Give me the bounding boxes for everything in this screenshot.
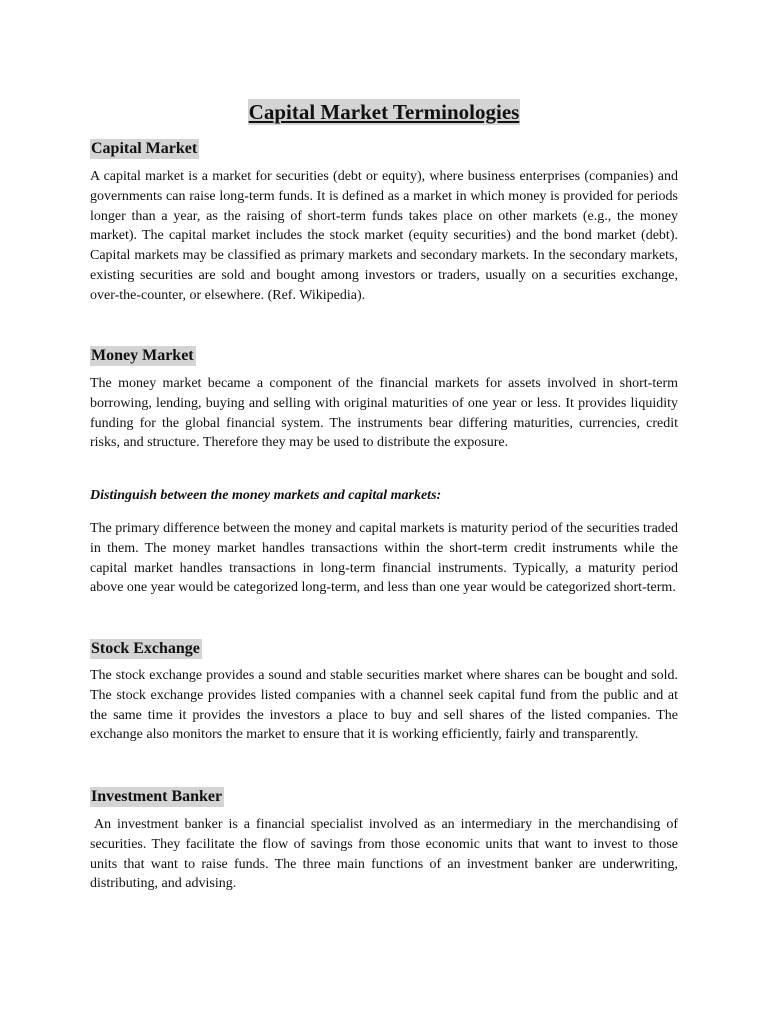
section-heading-investment-banker: Investment Banker bbox=[91, 788, 223, 805]
section-heading-money-market: Money Market bbox=[91, 347, 194, 364]
section-paragraph-money-market: The money market became a component of the financial markets for assets involved in short-term borrowing, lending, buying and selling with original maturities of one year or less. It provides liquidity funding for the global financial system. The instruments bear differing maturities, currencies, credit risks, and structure. Therefore they may be used to distribute the exposure. bbox=[90, 376, 678, 451]
paragraph-distinguish-markets: The primary difference between the money and capital markets is maturity period of the securities traded in them. The money market handles transactions within the short-term credit instruments while the capital market handles transactions in long-term financial instruments. Typically, a maturity period above one year would be categorized long-term, and less than one year would be categorized short-term. bbox=[90, 521, 678, 596]
section-paragraph-capital-market: A capital market is a market for securities (debt or equity), where business enterprises (companies) and governments can raise long-term funds. It is defined as a market in which money is provided for periods longer than a year, as the raising of short-term funds takes place on other markets (e.g., the money market). The capital market includes the stock market (equity securities) and the bond market (debt). Capital markets may be classified as primary markets and secondary markets. In the secondary markets, existing securities are sold and bought among investors or traders, usually on a securities exchange, over-the-counter, or elsewhere. (Ref. Wikipedia). bbox=[90, 169, 678, 303]
section-paragraph-stock-exchange: The stock exchange provides a sound and stable securities market where shares can be bought and sold. The stock exchange provides listed companies with a channel seek capital fund from the public and at the same time it provides the investors a place to buy and sell shares of the listed companies. The exchange also monitors the market to ensure that it is working efficiently, fairly and transparently. bbox=[90, 668, 678, 743]
section-paragraph-investment-banker: An investment banker is a financial specialist involved as an intermediary in the merchandising of securities. They facilitate the flow of savings from those economic units that want to invest to those units that want to raise funds. The three main functions of an investment banker are underwriting, distributing, and advising. bbox=[90, 817, 678, 892]
section-heading-capital-market: Capital Market bbox=[91, 140, 198, 157]
document-title-text: Capital Market Terminologies bbox=[248, 100, 520, 124]
section-heading-stock-exchange: Stock Exchange bbox=[91, 640, 200, 657]
document-title bbox=[90, 90, 678, 127]
subheading-distinguish-markets: Distinguish between the money markets and capital markets: bbox=[90, 488, 442, 503]
